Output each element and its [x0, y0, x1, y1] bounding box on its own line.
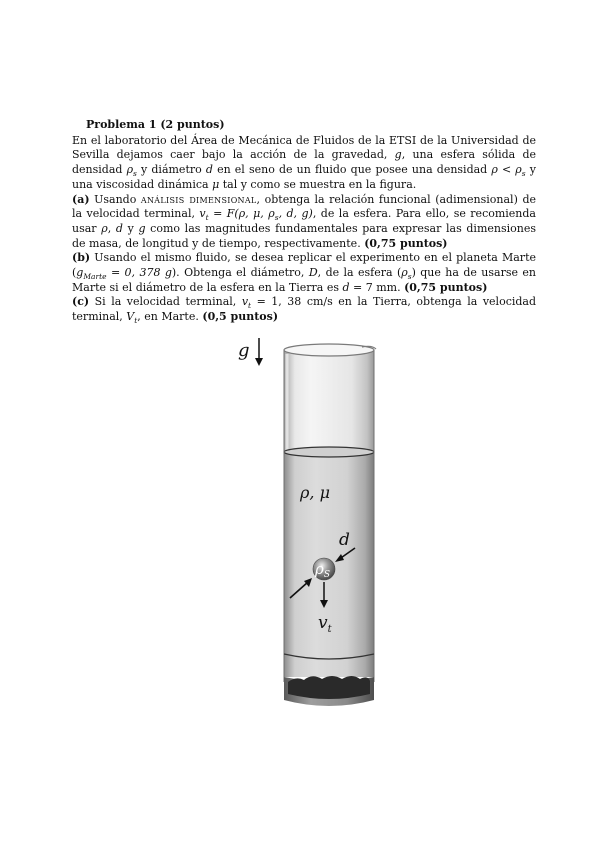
- symbol-vt: v: [241, 295, 249, 309]
- fluid-label: ρ, μ: [300, 483, 330, 502]
- part-a-text-3: , de la esfera. Para ello, se recomienda usar: [72, 207, 536, 235]
- intro-text-5: y una viscosidad dinámica: [72, 163, 536, 191]
- part-c: [72, 295, 536, 324]
- part-c-points: (0,5 puntos): [202, 310, 279, 324]
- symbol-Vt: V: [126, 310, 135, 324]
- formula-rest: = F(ρ, μ, ρ: [208, 207, 275, 221]
- part-a-text-1: Usando: [89, 192, 141, 206]
- symbol-rho-s: ρ: [126, 163, 134, 177]
- symbol-rho-s-sub: s: [133, 169, 137, 179]
- g-marte-value: = 0, 378 g: [106, 266, 172, 280]
- part-a-text-4: ,: [107, 221, 116, 235]
- symbol-inequality: ρ < ρ: [491, 163, 522, 177]
- symbol-rho-s-b: ρ: [401, 266, 408, 280]
- part-a: [72, 193, 536, 252]
- d-label: d: [339, 530, 350, 550]
- part-a-label: (a): [72, 192, 90, 206]
- formula-v-sub: t: [205, 213, 209, 223]
- symbol-g: g: [394, 148, 402, 162]
- problem-intro: [72, 134, 536, 193]
- glass-rim: [284, 344, 374, 356]
- part-b-text-1: Usando el mismo fluido, se desea replicar el experimento en el planeta Marte (: [72, 251, 536, 280]
- sphere-rho: ρ: [315, 560, 324, 578]
- intro-text-2: , una esfera sólida de densidad: [72, 148, 537, 177]
- formula-rho-s-sub: s: [274, 213, 279, 223]
- vt-v: v: [318, 613, 328, 633]
- part-b: [72, 251, 536, 295]
- part-c-text-2: , en Marte.: [137, 310, 203, 324]
- part-c-label: (c): [72, 295, 90, 309]
- part-a-text-2: , obtenga la relación funcional (adimensional) de la velocidad terminal,: [72, 192, 536, 221]
- intro-text-6: tal y como se muestra en la figura.: [219, 177, 417, 191]
- symbol-g-marte: g: [76, 266, 84, 280]
- g-label: g: [238, 340, 250, 361]
- sediment: [288, 676, 370, 699]
- symbol-inequality-sub: s: [521, 169, 526, 179]
- cylinder-illustration: [230, 332, 380, 712]
- part-a-smallcaps: análisis dimensional: [140, 192, 257, 206]
- gravity-arrow-head: [255, 358, 263, 366]
- part-a-text-5: y: [122, 221, 139, 235]
- problem-title: Problema 1 (2 puntos): [86, 118, 225, 131]
- symbol-vt-sub: t: [248, 301, 252, 311]
- part-a-text-6: como las magnitudes fundamentales para expresar las dimensiones de masa, de longitud y de tiempo, respectivamente.: [72, 221, 536, 250]
- part-b-text-3: , de la esfera (: [317, 266, 402, 280]
- sphere-sub: S: [323, 570, 330, 580]
- part-a-points: (0,75 puntos): [364, 236, 448, 250]
- intro-text-3: y diámetro: [136, 163, 206, 177]
- symbol-rho: ρ: [101, 221, 108, 235]
- d-value: = 7 mm.: [349, 280, 405, 294]
- symbol-d-a: d: [115, 221, 123, 235]
- vt-value: = 1, 38 cm/s en la Tierra, obtenga la velocidad terminal,: [72, 295, 537, 324]
- part-b-points: (0,75 puntos): [404, 280, 488, 294]
- formula-v: v: [199, 207, 206, 221]
- symbol-d-b: d: [342, 280, 350, 294]
- symbol-g-marte-sub: Marte: [83, 272, 107, 282]
- part-b-text-4: ) que ha de usarse en Marte si el diámetro de la esfera en la Tierra es: [72, 266, 536, 294]
- symbol-Vt-sub: t: [134, 316, 138, 326]
- fluid-surface: [284, 447, 374, 457]
- symbol-g-a: g: [138, 221, 146, 235]
- part-b-label: (b): [72, 251, 91, 265]
- intro-text-1: En el laboratorio del Área de Mecánica de Fluidos de la ETSI de la Universidad de Sevilla dejamos caer bajo la acción de la gravedad,: [72, 133, 536, 162]
- symbol-d: d: [205, 163, 213, 177]
- part-b-text-2: ). Obtenga el diámetro,: [171, 266, 309, 280]
- cylinder-figure: [230, 332, 380, 712]
- vt-sub: t: [327, 624, 332, 635]
- formula-end: , d, g): [278, 207, 313, 221]
- glass-upper: [284, 350, 374, 452]
- problem-text: [72, 118, 536, 325]
- symbol-rho-s-b-sub: s: [407, 272, 412, 282]
- intro-text-4: en el seno de un fluido que posee una densidad: [212, 163, 492, 177]
- symbol-D: D: [308, 266, 318, 280]
- symbol-mu: μ: [212, 177, 220, 191]
- part-c-text-1: Si la velocidad terminal,: [89, 295, 242, 309]
